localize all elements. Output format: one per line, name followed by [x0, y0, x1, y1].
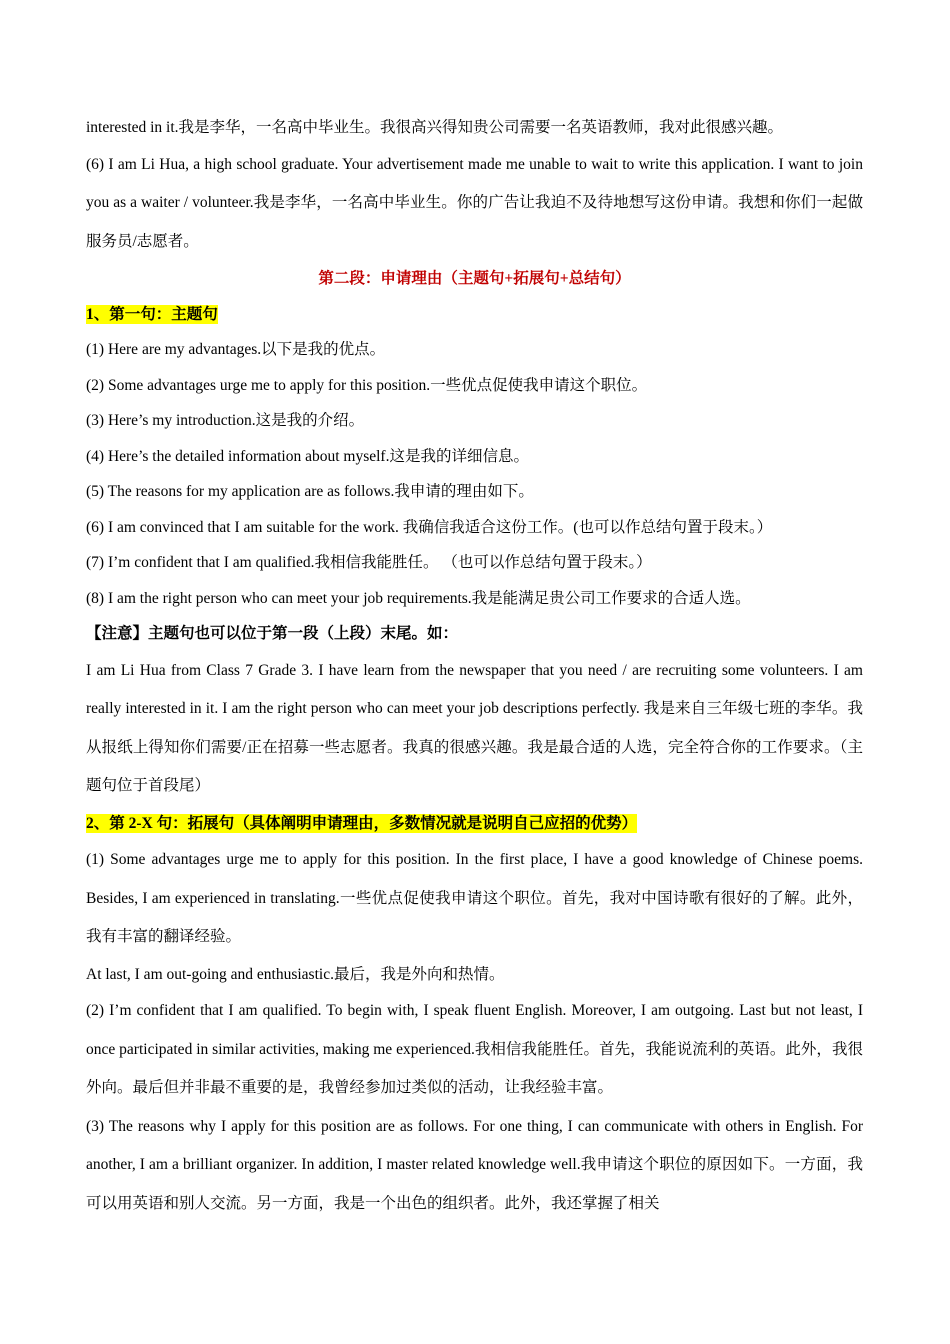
sentence-1: (1) Here are my advantages.以下是我的优点。 [86, 341, 386, 358]
expansion-example-2: (2) I’m confident that I am qualified. To begin with, I speak fluent English. Moreover, I am outgoing. Last but not least, I once participated in similar activities, making me experienced.我相信我能胜任。首先，我能说流利的英语。此外，我很外向。最后但并非最不重要的是，我曾经参加过类似的活动，让我经验丰富。 [86, 1002, 863, 1096]
highlighted-heading-1: 1、第一句：主题句 [86, 305, 218, 323]
sentence-4: (4) Here’s the detailed information about myself.这是我的详细信息。 [86, 447, 529, 465]
sentence-5: (5) The reasons for my application are as follows.我申请的理由如下。 [86, 483, 534, 500]
sentence-8: (8) I am the right person who can meet your job requirements.我是能满足贵公司工作要求的合适人选。 [86, 589, 751, 607]
sentence-7: (7) I’m confident that I am qualified.我相信我能胜任。 （也可以作总结句置于段末。） [86, 554, 652, 571]
highlighted-heading-2: 2、第 2-X 句：拓展句（具体阐明申请理由，多数情况就是说明自己应招的优势） [86, 814, 638, 832]
expansion-example-1: (1) Some advantages urge me to apply for this position. In the first place, I have a good knowledge of Chinese poems. Besides, I am experienced in translating.一些优点促使我申请这个职位。首先，我对中国诗歌有很好的了解。此外，我有丰富的翻译经验。 [86, 851, 863, 945]
paragraph-example-6: (6) I am Li Hua, a high school graduate. Your advertisement made me unable to wait to write this application. I want to join you as a waiter / volunteer.我是李华，一名高中毕业生。你的广告让我迫不及待地想写这份申请。我想和你们一起做服务员/志愿者。 [86, 155, 863, 250]
sentence-3: (3) Here’s my introduction.这是我的介绍。 [86, 412, 365, 429]
subheading-expansion-sentences [86, 806, 863, 842]
expansion-example-3: (3) The reasons why I apply for this position are as follows. For one thing, I can communicate with others in English. For another, I am a brilliant organizer. In addition, I master related knowledge well.我申请这个职位的原因如下。一方面，我可以用英语和别人交流。另一方面，我是一个出色的组织者。此外，我还掌握了相关 [86, 1117, 863, 1212]
note-example: I am Li Hua from Class 7 Grade 3. I have learn from the newspaper that you need / are recruiting some volunteers. I am really interested in it. I am the right person who can meet your job descriptions perfectly. 我是来自三年级七班的李华。我从报纸上得知你们需要/正在招募一些志愿者。我真的很感兴趣。我是最合适的人选，完全符合你的工作要求。（主题句位于首段尾） [86, 661, 863, 794]
section-title: 第二段：申请理由（主题句+拓展句+总结句） [318, 270, 631, 287]
paragraph-line: interested in it.我是李华，一名高中毕业生。我很高兴得知贵公司需要一名英语教师，我对此很感兴趣。 [86, 119, 784, 136]
expansion-example-1-continued: At last, I am out-going and enthusiastic.最后，我是外向和热情。 [86, 965, 505, 983]
sentence-6: (6) I am convinced that I am suitable for the work. 我确信我适合这份工作。(也可以作总结句置于段末。） [86, 518, 773, 536]
sentence-2: (2) Some advantages urge me to apply for this position.一些优点促使我申请这个职位。 [86, 376, 648, 394]
note-title: 【注意】主题句也可以位于第一段（上段）末尾。如： [86, 625, 459, 642]
subheading-topic-sentence [86, 297, 863, 333]
document-page [86, 110, 863, 1223]
